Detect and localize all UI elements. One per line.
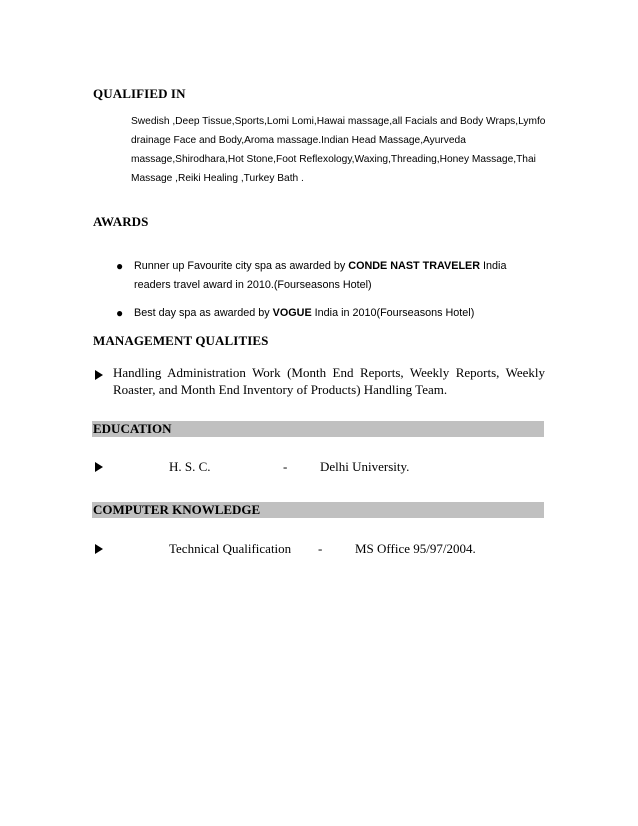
- awards-heading: AWARDS: [93, 214, 149, 229]
- award-1-before: Runner up Favourite city spa as awarded by: [134, 260, 349, 272]
- arrow-bullet-icon: [95, 370, 103, 380]
- education-qualification: H. S. C.: [169, 459, 211, 474]
- computer-qualification: Technical Qualification: [169, 541, 292, 556]
- management-item: [95, 364, 545, 398]
- award-item-1: [116, 257, 534, 295]
- bullet-dot-icon: ●: [116, 306, 124, 320]
- education-heading: EDUCATION: [92, 421, 544, 437]
- computer-dash: -: [318, 541, 323, 556]
- award-1-after: India readers travel award in 2010.(Fourseasons Hotel): [134, 260, 507, 291]
- bullet-dot-icon: ●: [116, 259, 124, 273]
- computer-arrow: [95, 541, 103, 557]
- qualified-text: Swedish ,Deep Tissue,Sports,Lomi Lomi,Hawai massage,all Facials and Body Wraps,Lymfo drainage Face and Body,Aroma massage.Indian Head Massage,Ayurveda massage,Shirodhara,Hot Stone,Foot Reflexology,Waxing,Threading,Honey Massage,Thai Massage ,Reiki Healing ,Turkey Bath .: [131, 116, 546, 184]
- management-heading: MANAGEMENT QUALITIES: [93, 333, 269, 348]
- qualified-heading: QUALIFIED IN: [93, 86, 186, 101]
- education-institution: Delhi University.: [320, 459, 410, 474]
- award-2-bold: VOGUE: [272, 307, 312, 319]
- education-dash: -: [283, 459, 288, 474]
- arrow-bullet-icon: [95, 462, 103, 472]
- computer-detail: MS Office 95/97/2004.: [355, 541, 476, 556]
- management-text: Handling Administration Work (Month End Reports, Weekly Reports, Weekly Roaster, and Month End Inventory of Products) Handling Team.: [113, 365, 545, 397]
- education-arrow: [95, 459, 103, 475]
- award-2-before: Best day spa as awarded by: [134, 307, 273, 319]
- arrow-bullet-icon: [95, 544, 103, 554]
- award-2-after: India in 2010(Fourseasons Hotel): [311, 307, 475, 319]
- award-1-bold: CONDE NAST TRAVELER: [348, 260, 481, 272]
- award-item-2: [116, 304, 534, 323]
- computer-heading: COMPUTER KNOWLEDGE: [92, 502, 544, 518]
